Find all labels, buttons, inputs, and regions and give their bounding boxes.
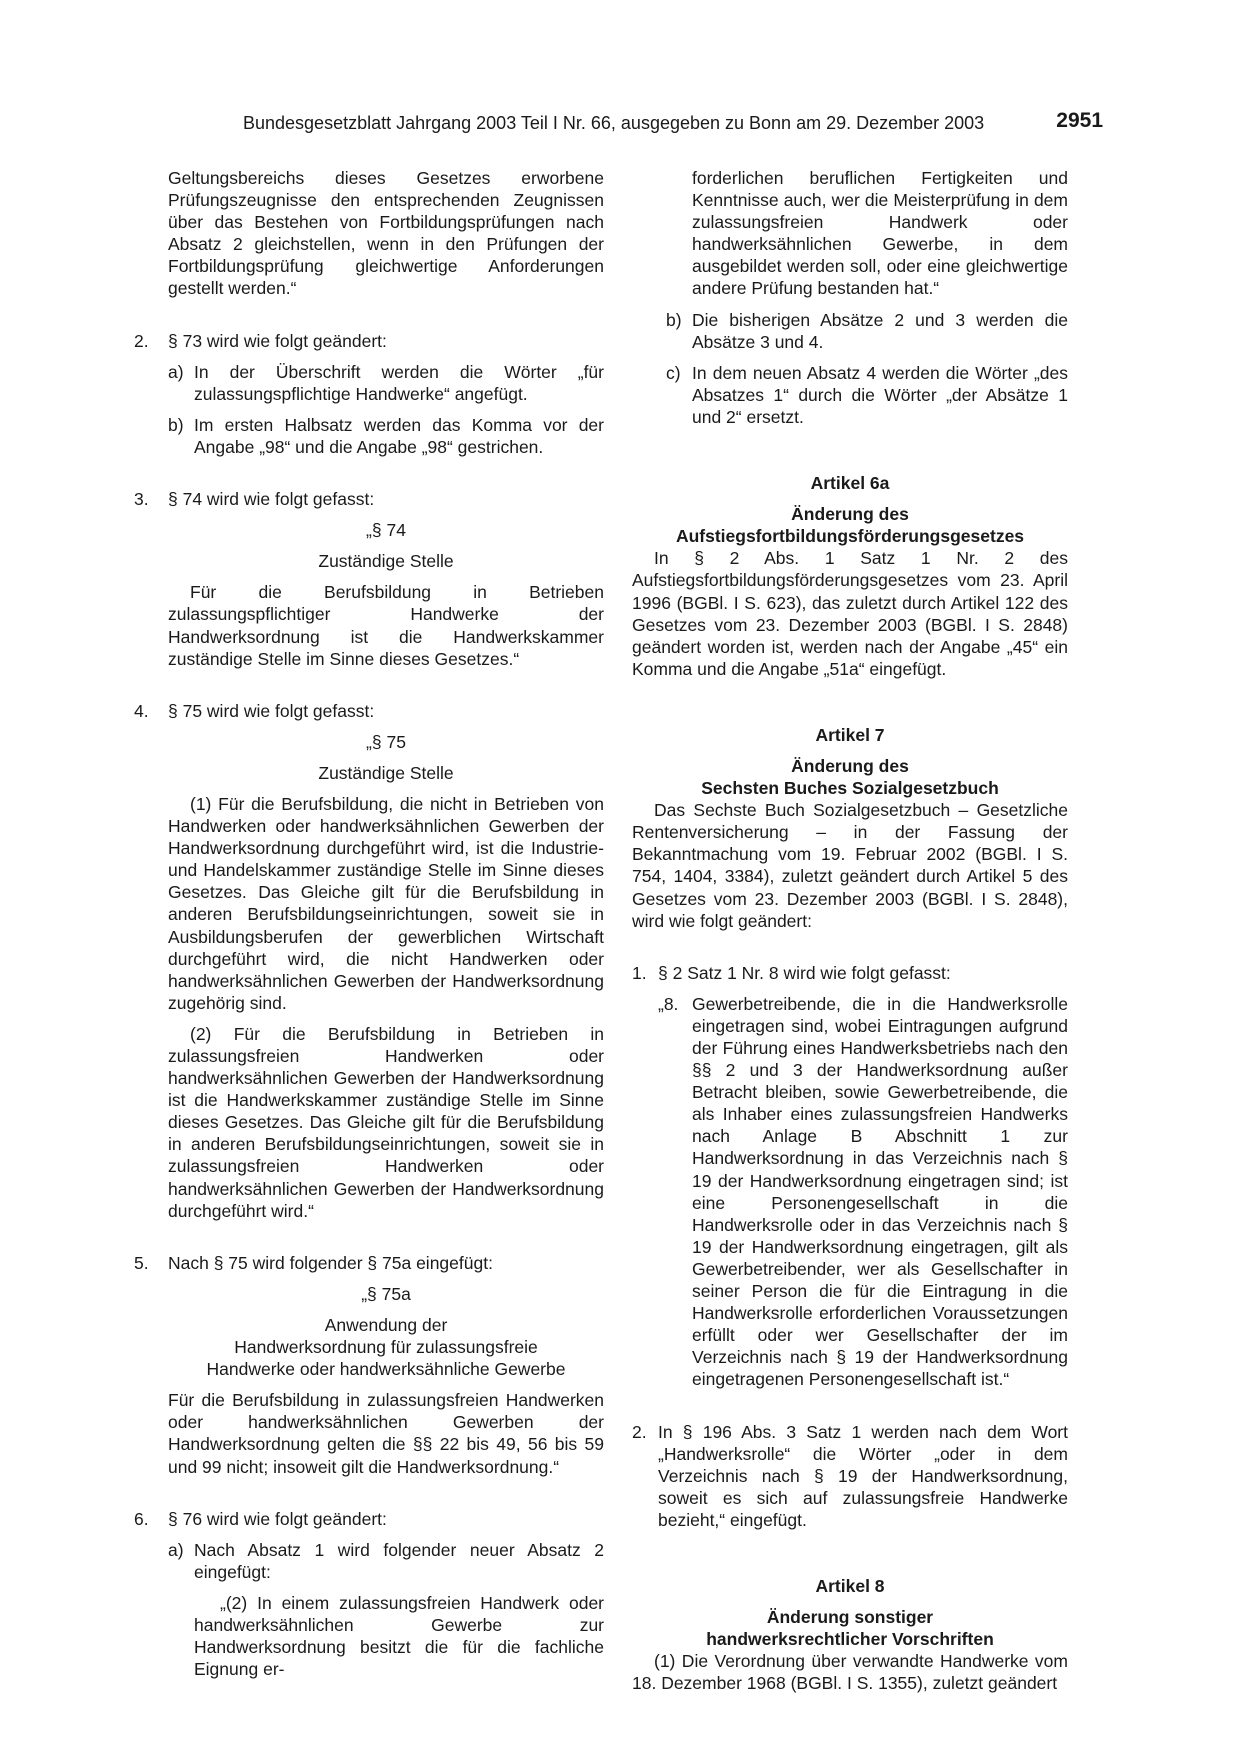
quoted-label: „8. (658, 993, 679, 1014)
article-body: Das Sechste Buch Sozialgesetzbuch – Gesetzliche Rentenversicherung – in der Fassung der Bekanntmachung vom 19. Februar 2002 (BGBl. I S. 754, 1404, 3384), zuletzt geändert durch Artikel 5 des Gesetzes vom 23. Dezember 2003 (BGBl. I S. 2848), wird wie folgt geändert: (632, 800, 1068, 931)
article-title-line-2: handwerksrechtlicher Vorschriften (706, 1629, 994, 1650)
article-7 (632, 724, 1068, 1531)
item-text: § 74 wird wie folgt gefasst: (168, 489, 375, 510)
sub-item-a (168, 361, 604, 405)
running-title: Bundesgesetzblatt Jahrgang 2003 Teil I Nr. 66, ausgegeben zu Bonn am 29. Dezember 2003 (243, 113, 985, 133)
item-number: 2. (632, 1421, 647, 1442)
sub-label: c) (666, 362, 681, 383)
amendment-item-5 (134, 1252, 604, 1478)
article-body: In § 2 Abs. 1 Satz 1 Nr. 2 des Aufstiegsfortbildungsförderungsgesetzes vom 23. April 1996 (BGBl. I S. 623), das zuletzt durch Artikel 122 des Gesetzes vom 23. Dezember 2003 (BGBl. I S. 2848) geändert worden ist, werden nach der Angabe „45“ ein Komma und die Angabe „51a“ eingefügt. (632, 548, 1068, 679)
item-number: 3. (134, 489, 149, 510)
item-number: 5. (134, 1252, 149, 1273)
article-6a (632, 472, 1068, 680)
item-text: In § 196 Abs. 3 Satz 1 werden nach dem Wort „Handwerksrolle“ die Wörter „oder in dem Verzeichnis nach § 19 der Handwerksordnung, soweit es sich auf zulassungsfreie Handwerke bezieht,“ eingefügt. (658, 1421, 1068, 1530)
quoted-text: Gewerbetreibende, die in die Handwerksrolle eingetragen sind, wobei Eintragungen aufgrund der Führung eines Handwerksbetriebs nach den §§ 2 und 3 der Handwerksordnung außer Betracht bleiben, sowie Gewerbetreibende, die als Inhaber eines zulassungsfreien Handwerks nach Anlage B Abschnitt 1 zur Handwerksordnung in das Verzeichnis nach § 19 der Handwerksordnung eingetragen sind; ist eine Personengesellschaft in die Handwerksrolle oder in das Verzeichnis nach § 19 der Handwerksordnung eingetragen, gilt als Gewerbetreibender, wer als Gesellschafter in seiner Person die für die Eintragung in die Handwerksrolle erforderlichen Voraussetzungen erfüllt oder wer Gesellschafter der im Verzeichnis nach § 19 der Handwerksordnung eingetragenen Personengesellschaft ist.“ (692, 993, 1068, 1390)
section-paragraph-1: (1) Für die Berufsbildung, die nicht in Betrieben von Handwerken oder handwerksähnlichen Gewerben der Handwerksordnung durchgeführt wird, ist die Industrie- und Handelskammer zuständige Stelle im Sinne dieses Gesetzes. Das Gleiche gilt für die Berufsbildung in anderen Berufsbildungseinrichtungen, soweit sie in Ausbildungsberufen der gewerblichen Wirtschaft durchgeführt wird, die nicht Handwerken oder handwerksähnlichen Gewerben der Handwerksordnung zugehörig sind. (168, 793, 604, 1013)
item-number: 1. (632, 962, 647, 983)
item-text: § 76 wird wie folgt geändert: (168, 1508, 387, 1529)
section-title: Zuständige Stelle (318, 762, 454, 783)
amendment-item-4 (134, 700, 604, 1222)
sub-item-b (168, 414, 604, 458)
article-heading: Artikel 8 (815, 1575, 885, 1596)
article-title-line-1: Änderung des (791, 504, 909, 525)
sub-text: In der Überschrift werden die Wörter „für zulassungspflichtige Handwerke“ angefügt. (194, 361, 604, 404)
section-number: „§ 74 (366, 520, 406, 541)
item-text: § 75 wird wie folgt gefasst: (168, 700, 375, 721)
section-body: Für die Berufsbildung in Betrieben zulassungspflichtiger Handwerke der Handwerksordnung ist die Handwerkskammer zuständige Stelle im Sinne dieses Gesetzes.“ (168, 582, 604, 669)
sub-text: In dem neuen Absatz 4 werden die Wörter „des Absatzes 1“ durch die Wörter „der Absätze 1 und 2“ ersetzt. (692, 362, 1068, 427)
article-title-line-2: Aufstiegsfortbildungsförderungsgesetzes (675, 526, 1025, 547)
sub-text: Nach Absatz 1 wird folgender neuer Absatz 2 eingefügt: (194, 1539, 604, 1582)
section-number: „§ 75a (361, 1283, 411, 1304)
item-text: § 2 Satz 1 Nr. 8 wird wie folgt gefasst: (658, 962, 951, 983)
item-text: Nach § 75 wird folgender § 75a eingefügt: (168, 1252, 493, 1273)
sub-item-b (632, 309, 1068, 353)
article-title-line-2: Sechsten Buches Sozialgesetzbuch (701, 778, 999, 799)
article-body: (1) Die Verordnung über verwandte Handwerke vom 18. Dezember 1968 (BGBl. I S. 1355), zuletzt geändert (632, 1651, 1068, 1694)
page-number: 2951 (1056, 109, 1103, 132)
section-number: „§ 75 (366, 731, 406, 752)
item-text: § 73 wird wie folgt geändert: (168, 330, 387, 351)
section-title: Zuständige Stelle (318, 551, 454, 572)
section-title-line-1: Anwendung der (324, 1314, 448, 1335)
section-paragraph-2: (2) Für die Berufsbildung in Betrieben in zulassungsfreien Handwerken oder handwerksähnlichen Gewerben der Handwerksordnung ist die Handwerkskammer zuständige Stelle im Sinne dieses Gesetzes. Das Gleiche gilt für die Berufsbildung in anderen Berufsbildungseinrichtungen, soweit sie in zulassungsfreien Handwerken oder handwerksähnlichen Gewerben der Handwerksordnung durchgeführt wird.“ (168, 1023, 604, 1221)
article-8 (632, 1575, 1068, 1694)
article-title-line-1: Änderung des (791, 755, 909, 776)
continued-quoted-paragraph: forderlichen beruflichen Fertigkeiten und Kenntnisse auch, wer die Meisterprüfung in dem zulassungsfreien Handwerk oder handwerksähnlichen Gewerbe, in dem ausgebildet werden soll, oder eine gleichwertige andere Prüfung bestanden hat.“ (692, 168, 1068, 299)
sub-item-a (168, 1539, 604, 1583)
article-heading: Artikel 6a (810, 473, 890, 494)
continued-paragraph: Geltungsbereichs dieses Gesetzes erworbene Prüfungszeugnisse den entsprechenden Zeugnissen über das Bestehen von Fortbildungsprüfungen nach Absatz 2 gleichstellen, wenn in den Prüfungen der Fortbildungsprüfung gleichwertige Anforderungen gestellt werden.“ (168, 168, 604, 299)
article-7-item-1 (632, 962, 1068, 984)
sub-text: Im ersten Halbsatz werden das Komma vor der Angabe „98“ und die Angabe „98“ gestrichen. (194, 414, 604, 457)
sub-label: b) (666, 309, 682, 330)
amendment-item-6 (134, 1508, 604, 1681)
section-title-line-2: Handwerksordnung für zulassungsfreie (234, 1337, 538, 1358)
article-heading: Artikel 7 (815, 724, 885, 745)
sub-label: a) (168, 361, 184, 382)
section-body: Für die Berufsbildung in zulassungsfreien Handwerken oder handwerksähnlichen Gewerben der Handwerksordnung gelten die §§ 22 bis 49, 56 bis 59 und 99 nicht; insoweit gilt die Handwerksordnung.“ (168, 1390, 604, 1477)
quoted-paragraph (168, 1592, 604, 1680)
amendment-item-2 (134, 330, 604, 458)
sub-label: b) (168, 414, 184, 435)
item-number: 4. (134, 700, 149, 721)
left-column (134, 167, 604, 1680)
quoted-number-8 (632, 993, 1068, 1391)
sub-label: a) (168, 1539, 184, 1560)
item-number: 2. (134, 330, 149, 351)
right-column (632, 167, 1068, 1694)
sub-item-c (632, 362, 1068, 428)
section-title-line-3: Handwerke oder handwerksähnliche Gewerbe (206, 1359, 566, 1380)
article-7-item-2 (632, 1421, 1068, 1531)
quoted-paragraph-text: „(2) In einem zulassungsfreien Handwerk oder handwerksähnlichen Gewerbe zur Handwerksordnung besitzt die für die fachliche Eignung er- (194, 1592, 604, 1680)
item-number: 6. (134, 1508, 149, 1529)
sub-text: Die bisherigen Absätze 2 und 3 werden die Absätze 3 und 4. (692, 309, 1068, 352)
amendment-item-3 (134, 488, 604, 670)
article-title-line-1: Änderung sonstiger (766, 1607, 934, 1628)
